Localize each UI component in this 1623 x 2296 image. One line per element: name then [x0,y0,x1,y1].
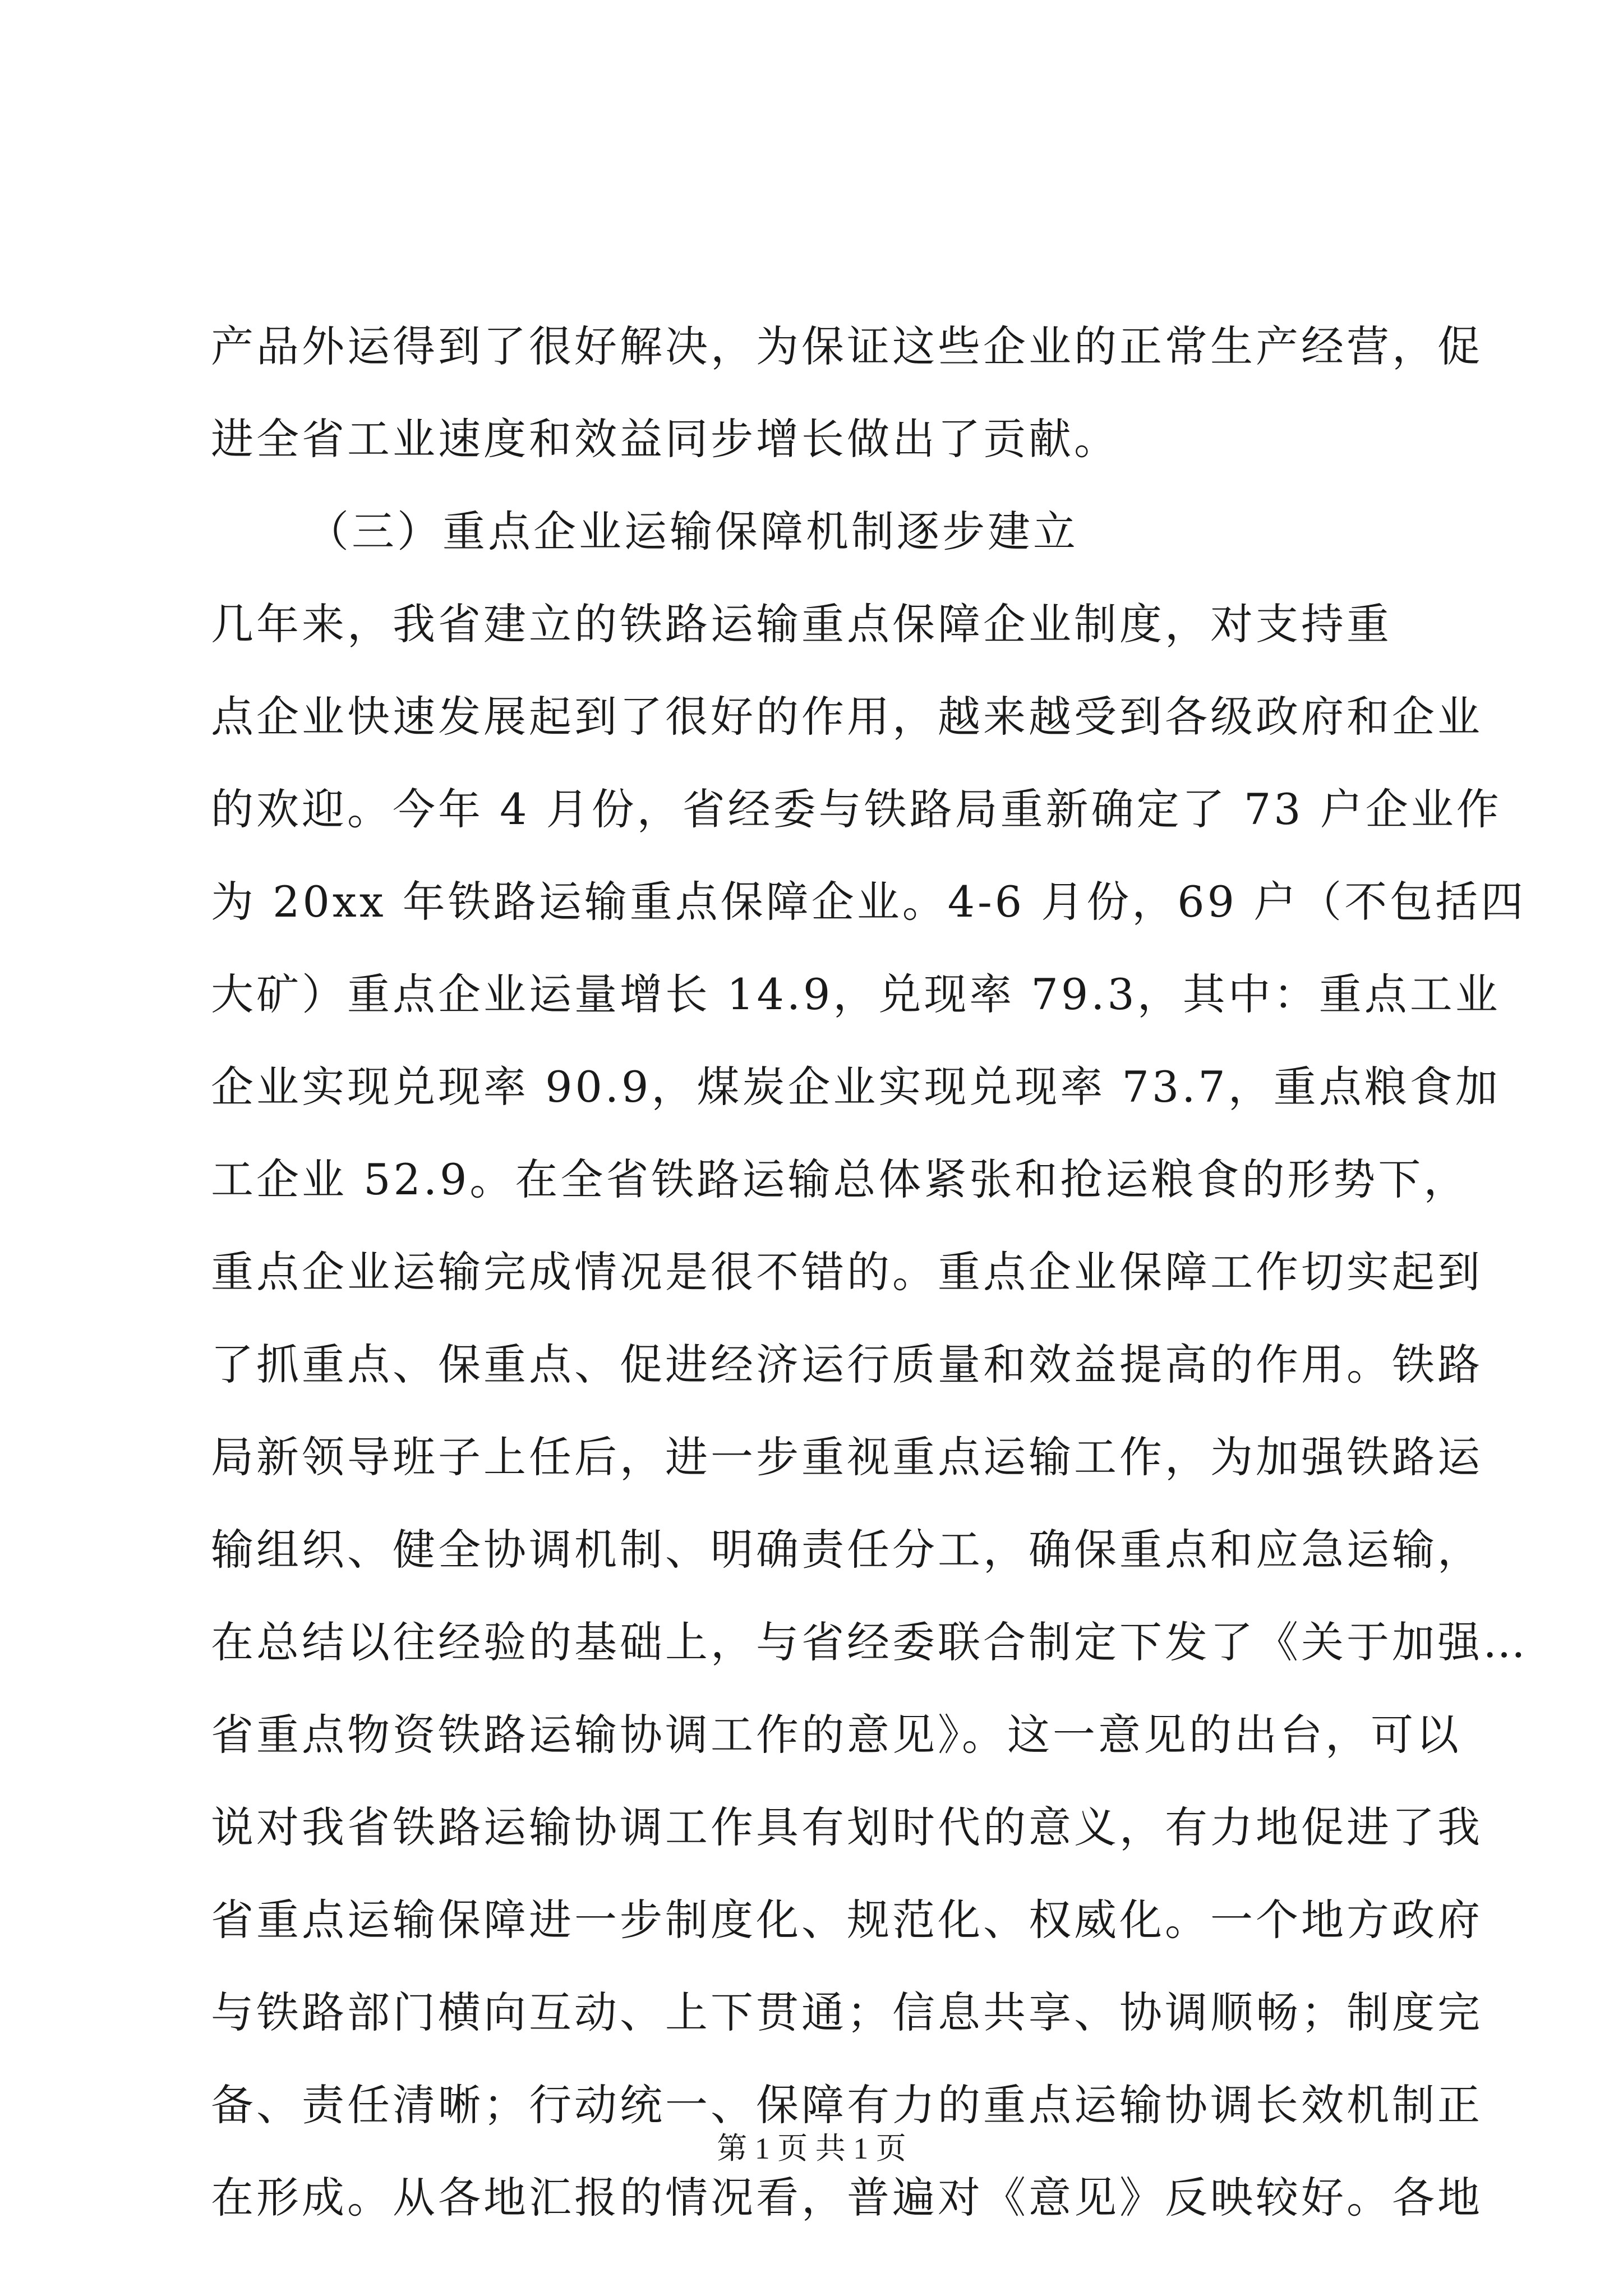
text-line: 局新领导班子上任后，进一步重视重点运输工作，为加强铁路运 [211,1432,1483,1482]
text-line: 产品外运得到了很好解决，为保证这些企业的正常生产经营，促 [211,321,1483,371]
text-line: 工企业 52.9。在全省铁路运输总体紧张和抢运粮食的形势下， [211,1154,1469,1204]
body-text [211,300,1528,2244]
page-number-label: 第 1 页 共 1 页 [717,2132,906,2165]
page-footer [0,2129,1623,2168]
text-line: 几年来，我省建立的铁路运输重点保障企业制度，对支持重 [211,599,1392,649]
text-line: 了抓重点、保重点、促进经济运行质量和效益提高的作用。铁路 [211,1340,1483,1389]
text-line: 大矿）重点企业运量增长 14.9，兑现率 79.3，其中：重点工业 [211,969,1501,1019]
text-line: 在总结以往经验的基础上，与省经委联合制定下发了《关于加强… [211,1617,1528,1667]
text-line: 在形成。从各地汇报的情况看，普遍对《意见》反映较好。各地 [211,2173,1483,2223]
text-line: 省重点物资铁路运输协调工作的意见》。这一意见的出台，可以 [211,1710,1461,1760]
section-heading: （三）重点企业运输保障机制逐步建立 [306,507,1078,556]
text-line: 企业实现兑现率 90.9，煤炭企业实现兑现率 73.7，重点粮食加 [211,1062,1501,1112]
text-line: 的欢迎。今年 4 月份，省经委与铁路局重新确定了 73 户企业作 [211,784,1502,834]
text-line: 重点企业运输完成情况是很不错的。重点企业保障工作切实起到 [211,1247,1483,1297]
text-line: 为 20xx 年铁路运输重点保障企业。4-6 月份，69 户（不包括四 [211,877,1527,927]
text-line: 说对我省铁路运输协调工作具有划时代的意义，有力地促进了我 [211,1802,1483,1852]
text-line: 与铁路部门横向互动、上下贯通；信息共享、协调顺畅；制度完 [211,1987,1483,2037]
text-line: 省重点运输保障进一步制度化、规范化、权威化。一个地方政府 [211,1895,1483,1945]
text-line: 进全省工业速度和效益同步增长做出了贡献。 [211,414,1119,464]
text-line: 输组织、健全协调机制、明确责任分工，确保重点和应急运输， [211,1525,1483,1575]
text-line: 备、责任清晰；行动统一、保障有力的重点运输协调长效机制正 [211,2080,1483,2130]
text-line: 点企业快速发展起到了很好的作用，越来越受到各级政府和企业 [211,692,1483,742]
